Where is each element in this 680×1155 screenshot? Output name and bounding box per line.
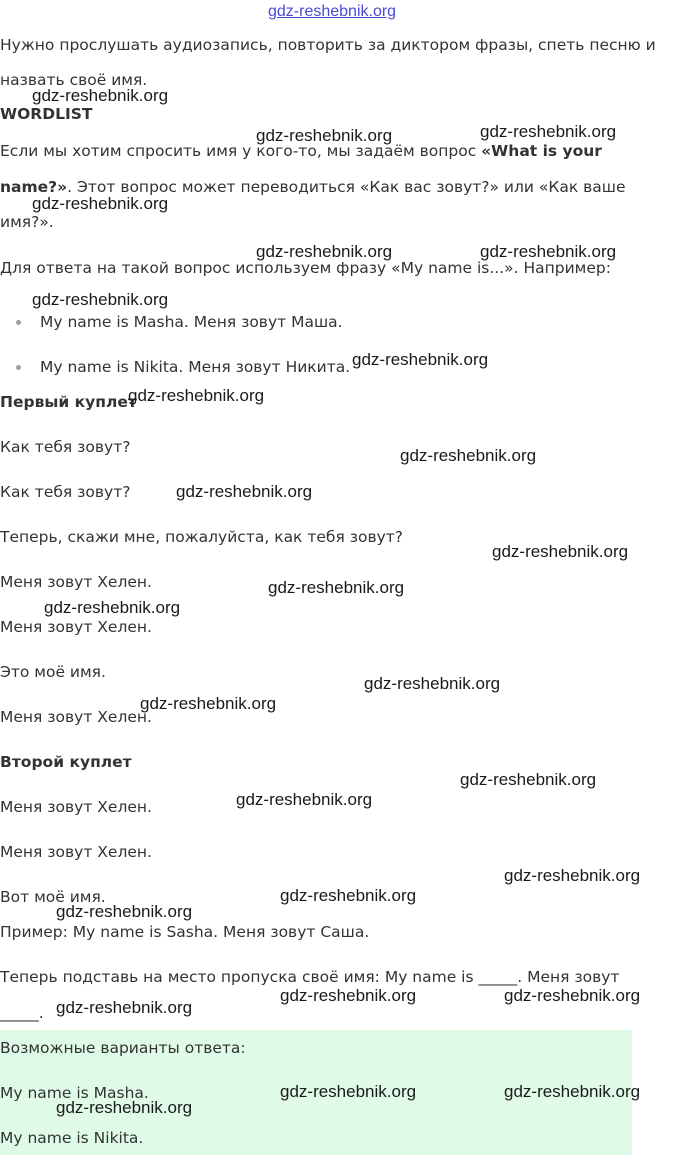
verse1-line: Как тебя зовут? <box>0 483 131 501</box>
watermark-text: gdz-reshebnik.org <box>32 86 169 105</box>
site-header-link[interactable]: gdz-reshebnik.org <box>268 3 397 20</box>
wordlist-paragraph-line-3: имя?». <box>0 213 54 231</box>
watermark-text: gdz-reshebnik.org <box>56 998 193 1017</box>
watermark-text: gdz-reshebnik.org <box>352 350 489 369</box>
watermark-text: gdz-reshebnik.org <box>128 386 265 405</box>
watermark-text: gdz-reshebnik.org <box>268 578 405 597</box>
watermark-text: gdz-reshebnik.org <box>280 886 417 905</box>
bullet-icon <box>16 320 21 325</box>
watermark-text: gdz-reshebnik.org <box>176 482 313 501</box>
verse1-line: Теперь, скажи мне, пожалуйста, как тебя зовут? <box>0 528 404 546</box>
wordlist-text: Если мы хотим спросить имя у кого-то, мы задаём вопрос <box>0 142 482 160</box>
verse1-line: Меня зовут Хелен. <box>0 618 152 636</box>
verse2-line: Меня зовут Хелен. <box>0 843 152 861</box>
watermark-text: gdz-reshebnik.org <box>280 1082 417 1101</box>
verse1-line: Меня зовут Хелен. <box>0 708 152 726</box>
task-line-1: Теперь подставь на место пропуска своё имя: My name is _____. Меня зовут <box>0 968 620 986</box>
answer-item: My name is Nikita. <box>0 1129 144 1147</box>
watermark-text: gdz-reshebnik.org <box>504 1082 641 1101</box>
watermark-text: gdz-reshebnik.org <box>236 790 373 809</box>
example-sentence: Пример: My name is Sasha. Меня зовут Саша. <box>0 923 370 941</box>
watermark-text: gdz-reshebnik.org <box>140 694 277 713</box>
verse1-heading: Первый куплет <box>0 393 137 411</box>
watermark-text: gdz-reshebnik.org <box>32 194 169 213</box>
watermark-text: gdz-reshebnik.org <box>364 674 501 693</box>
wordlist-question-phrase-end: name?» <box>0 178 68 196</box>
watermark-text: gdz-reshebnik.org <box>280 986 417 1005</box>
watermark-text: gdz-reshebnik.org <box>480 122 617 141</box>
intro-line-2: назвать своё имя. <box>0 71 148 89</box>
watermark-text: gdz-reshebnik.org <box>256 242 393 261</box>
example-list-item: My name is Nikita. Меня зовут Никита. <box>40 358 351 376</box>
watermark-text: gdz-reshebnik.org <box>56 902 193 921</box>
watermark-text: gdz-reshebnik.org <box>504 986 641 1005</box>
verse2-heading: Второй куплет <box>0 753 132 771</box>
verse1-line: Как тебя зовут? <box>0 438 131 456</box>
watermark-text: gdz-reshebnik.org <box>32 290 169 309</box>
verse2-line: Меня зовут Хелен. <box>0 798 152 816</box>
wordlist-question-phrase: «What is your <box>481 142 602 160</box>
verse1-line: Это моё имя. <box>0 663 106 681</box>
intro-line-1: Нужно прослушать аудиозапись, повторить за диктором фразы, спеть песню и <box>0 36 656 54</box>
example-list-item: My name is Masha. Меня зовут Маша. <box>40 313 343 331</box>
answers-heading: Возможные варианты ответа: <box>0 1039 246 1057</box>
watermark-text: gdz-reshebnik.org <box>460 770 597 789</box>
wordlist-heading: WORDLIST <box>0 105 93 123</box>
answer-item: My name is Masha. <box>0 1084 149 1102</box>
watermark-text: gdz-reshebnik.org <box>56 1098 193 1117</box>
watermark-text: gdz-reshebnik.org <box>44 598 181 617</box>
wordlist-paragraph-2: Для ответа на такой вопрос используем фразу «My name is...». Например: <box>0 259 611 277</box>
watermark-text: gdz-reshebnik.org <box>480 242 617 261</box>
watermark-text: gdz-reshebnik.org <box>504 866 641 885</box>
task-line-2: _____. <box>0 1004 44 1022</box>
watermark-text: gdz-reshebnik.org <box>256 126 393 145</box>
verse1-line: Меня зовут Хелен. <box>0 573 152 591</box>
watermark-text: gdz-reshebnik.org <box>492 542 629 561</box>
verse2-line: Вот моё имя. <box>0 888 106 906</box>
watermark-text: gdz-reshebnik.org <box>400 446 537 465</box>
wordlist-text: . Этот вопрос может переводиться «Как вас зовут?» или «Как ваше <box>67 178 626 196</box>
bullet-icon <box>16 365 21 370</box>
